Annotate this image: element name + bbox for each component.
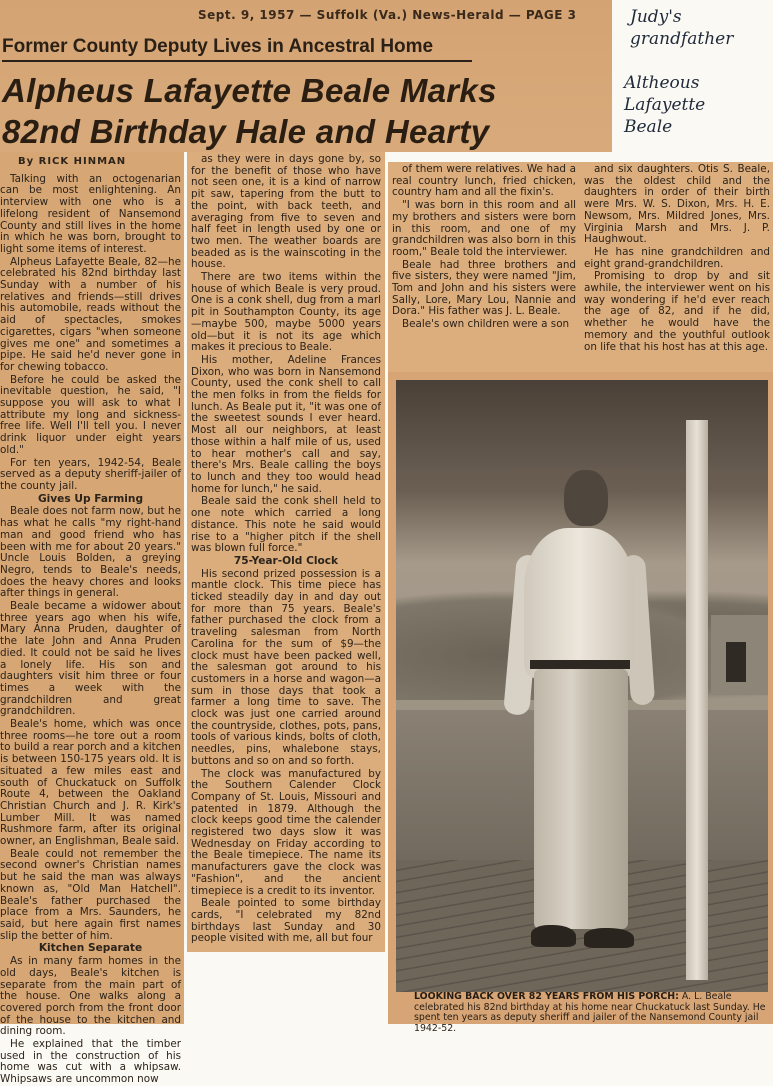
handwritten-line: Beale: [624, 117, 673, 137]
paragraph: Beale had three brothers and five sisters, they were named "Jim, Tom and John and his sisters were Sally, Lore, Mary Lou, Nannie and Dora." His father was J. L. Beale.: [392, 258, 576, 318]
shed-window: [726, 642, 746, 682]
man-torso: [524, 528, 634, 678]
paragraph: He explained that the timber used in the construction of his home was cut with a whipsaw. Whipsaws are uncommon now: [0, 1038, 181, 1086]
handwritten-line: Judy's: [630, 7, 682, 27]
paragraph: of them were relatives. We had a real country lunch, fried chicken, country ham and all the fixin's.: [392, 163, 576, 199]
porch-photo: [396, 380, 768, 992]
paragraph: Beale pointed to some birthday cards, "I celebrated my 82nd birthdays last Sunday and 30 people visited with me, all but four: [191, 897, 381, 945]
man-shoe: [531, 925, 576, 947]
man-shoe: [584, 928, 634, 948]
paragraph: As in many farm homes in the old days, Beale's kitchen is separate from the main part of the house. One walks along a covered porch from the front door of the house to the kitchen and dining room.: [0, 955, 181, 1038]
paragraph: "I was born in this room and all my brothers and sisters were born in this room, and one of my grandchildren was also born in this room," Beale told the interviewer.: [392, 199, 576, 258]
torn-edge: [184, 152, 187, 1024]
paragraph: and six daughters. Otis S. Beale, was the oldest child and the daughters in order of their birth were Mrs. W. S. Dixon, Mrs. H. E. Newsom, Mrs. Mildred Jones, Mrs. Virginia Marsh and Mrs. J. P. Haughwout.: [584, 163, 770, 246]
porch-roof: [396, 380, 768, 468]
clipping-header: [0, 0, 612, 152]
paragraph: His second prized possession is a mantle clock. This time piece has ticked steadily day in and day out for more than 75 years. Beale's father purchased the clock from a traveling salesman from North Carolina for the sum of $9—the clock must have been packed well, the salesman got around to his customers in a horse and wagon—a sum in those days that took a farmer a long time to save. The clock was just one carried around the countryside, clothes, pots, pans, tools of various kinds, bolts of cloth, needles, pins, whalebone stays, buttons and so on and so forth.: [191, 567, 381, 767]
paragraph: His mother, Adeline Frances Dixon, who was born in Nansemond County, used the conk shell to call the men folks in from the fields for lunch. As Beale put it, "it was one of the sweetest sounds I ever heard. Most all our neighbors, at least those within a half mile of us, used to hear mother's call and say, there's Mrs. Beale calling the boys to lunch and they too would head home for lunch," he said.: [191, 353, 381, 495]
handwritten-line: Altheous: [624, 73, 700, 93]
paragraph: The clock was manufactured by the Southern Calender Clock Company of St. Louis, Missouri and patented in 1879. Although the clock keeps good time the calender registered two days slow it was Wednesday on Friday according to the Beale timepiece. The name its manufacturers gave the clock was "Fashion", and the ancient timepiece is a credit to its inventor.: [191, 767, 381, 897]
caption-lead: LOOKING BACK OVER 82 YEARS FROM HIS PORCH:: [414, 991, 679, 1002]
torn-edge: [388, 152, 612, 162]
byline: By RICK HINMAN: [18, 156, 127, 167]
photo-frame: [388, 372, 773, 1034]
subhead: Gives Up Farming: [37, 492, 144, 505]
paragraph: Beale does not farm now, but he has what he calls "my right-hand man and good friend who has been with me for about 20 years." Uncle Louis Bolden, a greying Negro, tends to Beale's needs, does the heavy chores and looks after things in general.: [0, 505, 181, 600]
dateline: Sept. 9, 1957 — Suffolk (Va.) News-Herald — PAGE 3: [198, 8, 577, 22]
handwritten-line: Lafayette: [624, 95, 706, 115]
paragraph: as they were in days gone by, so for the benefit of those who have not seen one, it is a kind of narrow pit saw, tapering from the butt to the point, with back teeth, and averaging from five to seven and half feet in length used by one or two men. The weather boards are beaded as is the wainscoting in the house.: [191, 153, 381, 271]
subhead: Kitchen Separate: [38, 942, 143, 955]
article-column-1: [0, 152, 184, 1086]
paragraph: Alpheus Lafayette Beale, 82—he celebrated his 82nd birthday last Sunday with a number of his relatives and friends—still drives his automobile, reads without the aid of spectacles, smokes cigarettes, cigars "when someone gives me one" and sometimes a pipe. He said he'd never gone in for chewing tobacco.: [0, 255, 181, 373]
paragraph: Beale became a widower about three years ago when his wife, Mary Anna Pruden, daughter of the late John and Anna Pruden died. It could not be said he lives a lonely life. His son and daughters visit him three or four times a week with the grandchildren and great grandchildren.: [0, 600, 181, 718]
paragraph: For ten years, 1942-54, Beale served as a deputy sheriff-jailer of the county jail.: [0, 456, 181, 492]
paragraph: Promising to drop by and sit awhile, the interviewer went on his way wondering if he'd ever reach the age of 82, and if he did, whether he would have the memory and the youthful outlook on life that his host has at this age.: [584, 270, 770, 353]
man-head: [564, 470, 608, 526]
paragraph: There are two items within the house of which Beale is very proud. One is a conk shell, dug from a marl pit in Southampton County, its age—maybe 500, maybe 5000 years old—but it is not its age which makes it precious to Beale.: [191, 271, 381, 354]
headline-line-1: Alpheus Lafayette Beale Marks: [2, 72, 497, 109]
article-column-2: [187, 152, 385, 952]
paragraph: Beale's home, which was once three rooms—he tore out a room to build a rear porch and a kitchen is between 150-175 years old. It is situated a few miles east and south of Chuckatuck on Suffolk Route 4, between the Oakland Christian Church and J. R. Kirk's Lumber Mill. It was named Rushmore farm, after its original owner, an Englishman, Beale said.: [0, 718, 181, 848]
kicker-headline: Former County Deputy Lives in Ancestral Home: [2, 36, 472, 62]
paragraph: Before he could be asked the inevitable question, he said, "I suppose you will ask to what I attribute my long and sickness-free life. Well I'll tell you. I never drink liquor under eight years old.": [0, 373, 181, 456]
torn-edge: [187, 952, 388, 1024]
handwritten-note: [630, 6, 733, 50]
handwritten-line: grandfather: [630, 29, 734, 49]
article-column-4: [580, 162, 773, 372]
caption-text: A. L. Beale celebrated his 82nd birthday at his home near Chuckatuck last Sunday. He spent ten years as deputy sheriff and jailer of the Nansemond County jail 1942-52.: [414, 991, 766, 1034]
article-column-3: [388, 162, 580, 372]
paragraph: Beale could not remember the second owner's Christian names but he said the man was always known as, "Old Man Hatchell". Beale's father purchased the place from a Mrs. Saunders, he said, but here again first names slip the better of him.: [0, 847, 181, 942]
subhead: 75-Year-Old Clock: [233, 554, 339, 567]
paragraph: Talking with an octogenarian can be most enlightening. An interview with one who is a lifelong resident of Nansemond County and still lives in the home in which he was born, brought to light some items of interest.: [0, 172, 181, 255]
man-legs: [534, 669, 628, 929]
torn-edge: [612, 152, 773, 162]
handwritten-name: [624, 72, 705, 138]
photo-caption: [414, 991, 769, 1034]
headline-line-2: 82nd Birthday Hale and Hearty: [2, 113, 490, 150]
porch-post: [686, 420, 708, 980]
paragraph: Beale's own children were a son: [402, 318, 570, 331]
man-belt: [530, 660, 630, 669]
paragraph: He has nine grandchildren and eight grand-grandchildren.: [584, 245, 770, 270]
paragraph: Beale said the conk shell held to one note which carried a long distance. This note he said would rise to a "higher pitch if the shell was blown full force.": [191, 495, 381, 555]
torn-edge: [385, 152, 388, 1024]
